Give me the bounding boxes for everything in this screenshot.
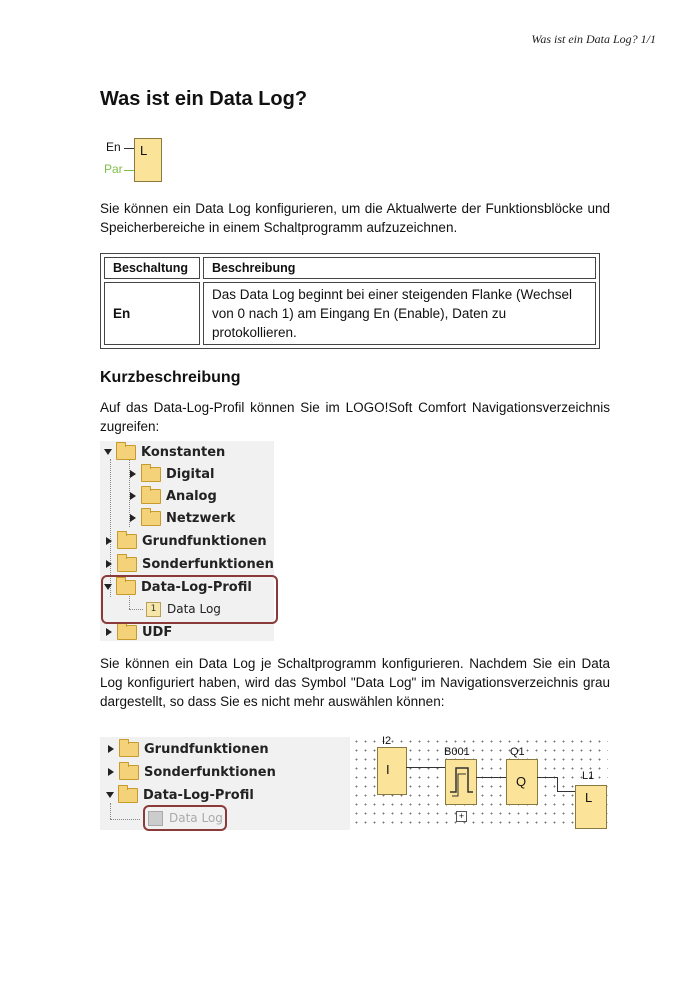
- tree-item-sonderfunktionen[interactable]: Sonderfunktionen: [106, 553, 274, 575]
- folder-icon: [117, 534, 137, 549]
- chevron-down-icon[interactable]: [104, 449, 112, 455]
- folder-icon: [141, 511, 161, 526]
- tree-item-data-log-disabled: Data Log: [148, 807, 223, 829]
- folder-icon: [118, 788, 138, 803]
- chevron-right-icon[interactable]: [130, 470, 136, 478]
- connection-table: [100, 253, 600, 349]
- table-cell-description: Das Data Log beginnt bei einer steigenden Flanke (Wechsel von 0 nach 1) am Eingang En (Enable), Daten zu protokollieren.: [203, 282, 596, 345]
- tree-item-digital[interactable]: Digital: [130, 463, 214, 485]
- label-i2: I2: [382, 735, 392, 747]
- tree-item-grundfunktionen[interactable]: Grundfunktionen: [108, 738, 269, 760]
- expand-icon[interactable]: +: [456, 811, 467, 822]
- table-header-beschreibung: Beschreibung: [203, 257, 596, 279]
- tree-item-udf[interactable]: UDF: [106, 621, 172, 643]
- input-par-label: Par: [104, 162, 123, 176]
- pulse-icon: [446, 760, 476, 804]
- tree-item-data-log[interactable]: 1 Data Log: [146, 598, 221, 620]
- section-paragraph-1: Auf das Data-Log-Profil können Sie im LOGO!Soft Comfort Navigationsverzeichnis zugreifen:: [100, 400, 610, 434]
- tree-item-grundfunktionen[interactable]: Grundfunktionen: [106, 530, 267, 552]
- timer-block-b001[interactable]: [445, 759, 477, 805]
- chevron-right-icon[interactable]: [108, 745, 114, 753]
- chevron-right-icon[interactable]: [106, 537, 112, 545]
- output-block-q1[interactable]: Q: [506, 759, 538, 805]
- input-block-i2[interactable]: I: [377, 747, 407, 795]
- data-log-block: [134, 138, 162, 182]
- section-heading: Kurzbeschreibung: [100, 369, 241, 386]
- folder-icon: [119, 765, 139, 780]
- folder-icon: [141, 489, 161, 504]
- tree-item-sonderfunktionen[interactable]: Sonderfunktionen: [108, 761, 276, 783]
- tree-item-netzwerk[interactable]: Netzwerk: [130, 507, 235, 529]
- data-log-icon: 1: [146, 602, 161, 617]
- page-title: Was ist ein Data Log?: [100, 88, 308, 110]
- chevron-right-icon[interactable]: [108, 768, 114, 776]
- chevron-right-icon[interactable]: [106, 560, 112, 568]
- data-log-block-l1[interactable]: L: [575, 785, 607, 829]
- table-row: [104, 282, 596, 345]
- block-letter: L: [140, 143, 148, 158]
- tree-item-data-log-profil[interactable]: Data-Log-Profil: [106, 784, 254, 806]
- highlight-frame: [143, 805, 227, 831]
- running-header: Was ist ein Data Log? 1/1: [531, 32, 656, 46]
- section-paragraph-2: Sie können ein Data Log je Schaltprogramm konfigurieren. Nachdem Sie ein Data Log konfiguriert haben, wird das Symbol "Data Log" im Navigationsverzeichnis grau dargestellt, so dass Sie es nicht mehr auswählen können:: [100, 656, 610, 709]
- chevron-down-icon[interactable]: [106, 792, 114, 798]
- folder-icon: [117, 625, 137, 640]
- folder-icon: [117, 557, 137, 572]
- chevron-right-icon[interactable]: [130, 492, 136, 500]
- circuit-diagram: [352, 737, 608, 830]
- folder-icon: [141, 467, 161, 482]
- table-cell-name: En: [104, 282, 200, 345]
- chevron-right-icon[interactable]: [106, 628, 112, 636]
- tree-item-data-log-profil[interactable]: Data-Log-Profil: [104, 576, 252, 598]
- label-q1: Q1: [510, 746, 525, 758]
- folder-icon: [116, 445, 136, 460]
- chevron-right-icon[interactable]: [130, 514, 136, 522]
- label-l1: L1: [582, 770, 595, 782]
- folder-icon: [119, 742, 139, 757]
- tree-item-konstanten[interactable]: Konstanten: [104, 441, 225, 463]
- tree-item-analog[interactable]: Analog: [130, 485, 217, 507]
- input-en-label: En: [106, 140, 121, 154]
- highlight-frame: [101, 575, 278, 624]
- label-b001: B001: [444, 746, 470, 758]
- intro-paragraph: Sie können ein Data Log konfigurieren, um die Aktualwerte der Funktionsblöcke und Speicherbereiche in einem Schaltprogramm aufzuzeichnen.: [100, 201, 610, 235]
- table-header-beschaltung: Beschaltung: [104, 257, 200, 279]
